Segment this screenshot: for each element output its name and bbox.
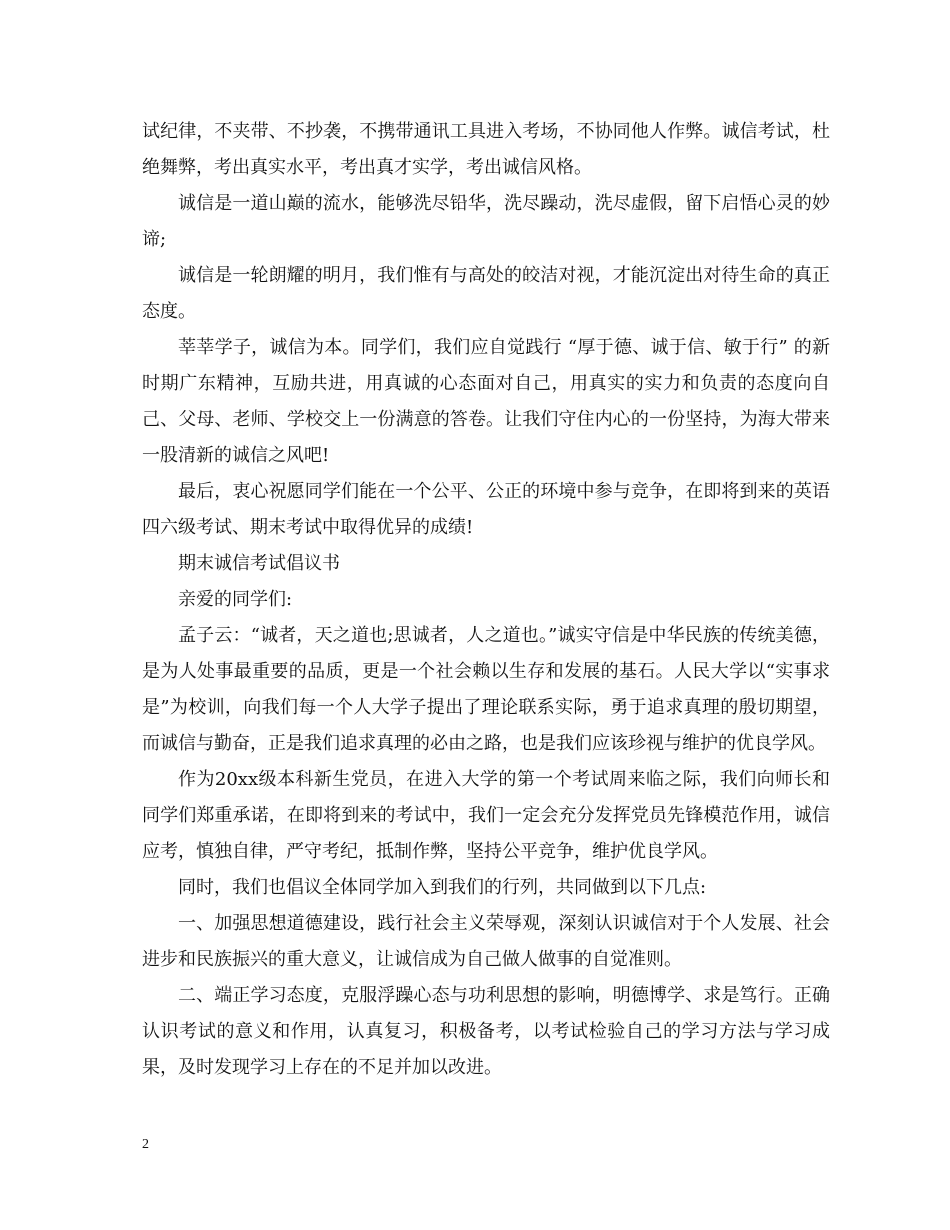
section-title: 期末诚信考试倡议书 — [178, 553, 340, 574]
paragraph-12: 二、端正学习态度，克服浮躁心态与功利思想的影响，明德博学、求是笃行。正确认识考试的意义和作用，认真复习，积极备考，以考试检验自己的学习方法与学习成果，及时发现学习上存在的不足并加以改进。 — [142, 985, 830, 1078]
paragraph-5: 最后，衷心祝愿同学们能在一个公平、公正的环境中参与竞争，在即将到来的英语四六级考试、期末考试中取得优异的成绩! — [142, 481, 830, 538]
paragraph-4: 莘莘学子，诚信为本。同学们，我们应自觉践行 “厚于德、诚于信、敏于行” 的新时期广东精神，互励共进，用真诚的心态面对自己，用真实的实力和负责的态度向自己、父母、老师、学校交上一份满意的答卷。让我们守住内心的一份坚持，为海大带来一股清新的诚信之风吧! — [142, 337, 830, 466]
page-number: 2 — [142, 1137, 149, 1152]
paragraph-3: 诚信是一轮朗耀的明月，我们惟有与高处的皎洁对视，才能沉淀出对待生命的真正态度。 — [142, 265, 830, 322]
paragraph-8: 孟子云：“诚者，天之道也;思诚者，人之道也。”诚实守信是中华民族的传统美德，是为人处事最重要的品质，更是一个社会赖以生存和发展的基石。人民大学以“实事求是”为校训，向我们每一个人大学子提出了理论联系实际，勇于追求真理的殷切期望，而诚信与勤奋，正是我们追求真理的必由之路，也是我们应该珍视与维护的优良学风。 — [142, 625, 830, 754]
salutation: 亲爱的同学们: — [178, 589, 293, 610]
paragraph-1: 试纪律，不夹带、不抄袭，不携带通讯工具进入考场，不协同他人作弊。诚信考试，杜绝舞弊，考出真实水平，考出真才实学，考出诚信风格。 — [142, 121, 830, 178]
paragraph-11: 一、加强思想道德建设，践行社会主义荣辱观，深刻认识诚信对于个人发展、社会进步和民族振兴的重大意义，让诚信成为自己做人做事的自觉准则。 — [142, 913, 830, 970]
paragraph-10: 同时，我们也倡议全体同学加入到我们的行列，共同做到以下几点: — [178, 877, 707, 898]
document-body — [142, 114, 830, 1086]
paragraph-9: 作为20xx级本科新生党员，在进入大学的第一个考试周来临之际，我们向师长和同学们郑重承诺，在即将到来的考试中，我们一定会充分发挥党员先锋模范作用，诚信应考，慎独自律，严守考纪，抵制作弊，坚持公平竞争，维护优良学风。 — [142, 769, 830, 862]
paragraph-2: 诚信是一道山巅的流水，能够洗尽铅华，洗尽躁动，洗尽虚假，留下启悟心灵的妙谛; — [142, 193, 830, 250]
